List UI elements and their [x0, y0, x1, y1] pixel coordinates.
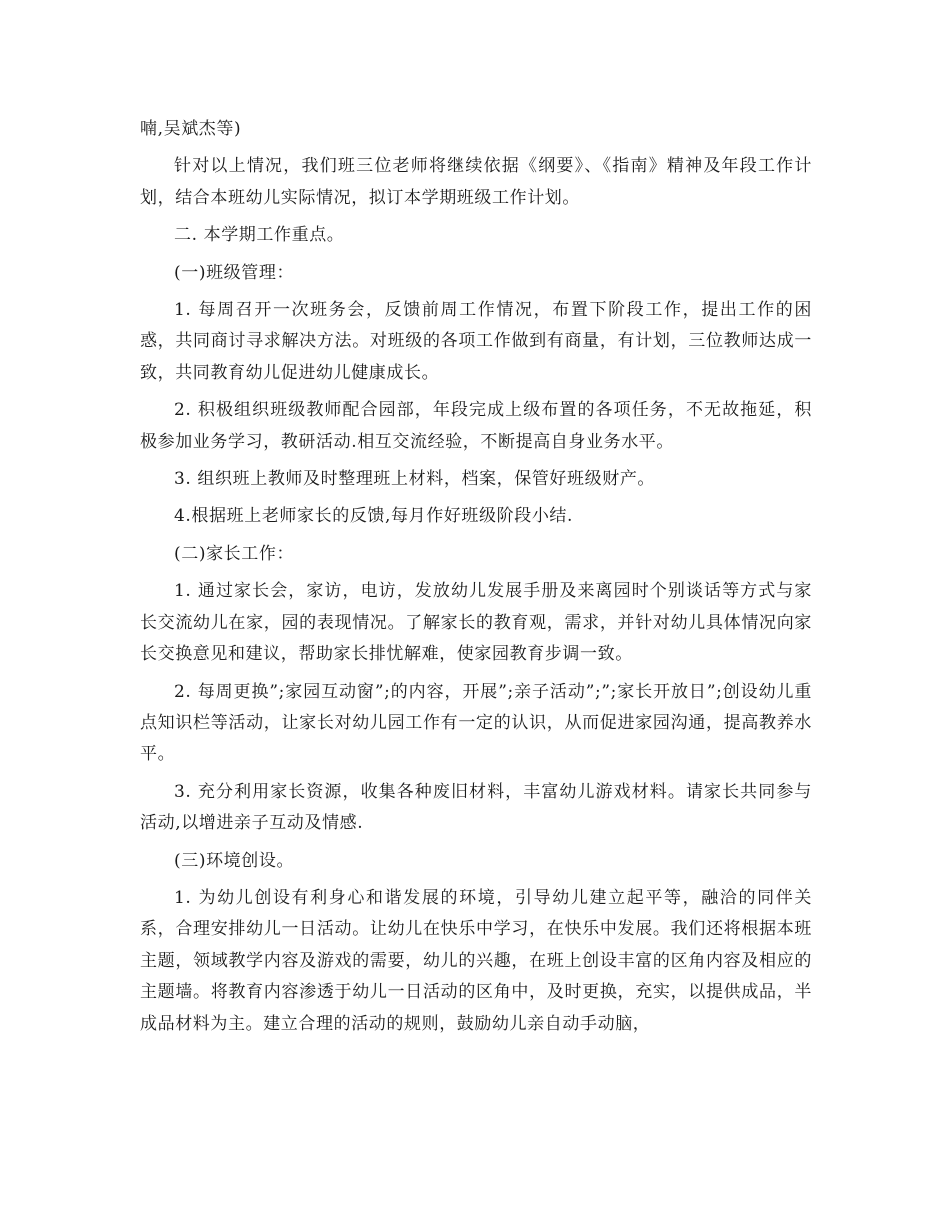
document-body [140, 114, 812, 1046]
list-item-class-3: 3. 组织班上教师及时整理班上材料，档案，保管好班级财产。 [174, 469, 656, 490]
subsection-heading-parent-work: (二)家长工作： [174, 543, 295, 564]
paragraph-0: 喃,吴斌杰等) [140, 119, 242, 139]
list-item-parent-2: 2. 每周更换”;家园互动窗”;的内容，开展”;亲子活动”;”;家长开放日”;创设幼儿重点知识栏等活动，让家长对幼儿园工作有一定的认识，从而促进家园沟通，提高教养水平。 [140, 681, 812, 765]
list-item-class-2: 2. 积极组织班级教师配合园部，年段完成上级布置的各项任务，不无故拖延，积极参加业务学习，教研活动.相互交流经验，不断提高自身业务水平。 [140, 400, 812, 452]
list-item-environment-1: 1. 为幼儿创设有利身心和谐发展的环境，引导幼儿建立起平等，融洽的同伴关系，合理安排幼儿一日活动。让幼儿在快乐中学习，在快乐中发展。我们还将根据本班主题，领域教学内容及游戏的需要，幼儿的兴趣，在班上创设丰富的区角内容及相应的主题墙。将教育内容渗透于幼儿一日活动的区角中，及时更换，充实，以提供成品，半成品材料为主。建立合理的活动的规则，鼓励幼儿亲自动手动脑， [140, 887, 812, 1034]
list-item-parent-3: 3. 充分利用家长资源，收集各种废旧材料，丰富幼儿游戏材料。请家长共同参与活动,以增进亲子互动及情感. [140, 781, 812, 834]
section-heading-2: 二. 本学期工作重点。 [174, 225, 345, 246]
subsection-heading-environment: (三)环境创设。 [174, 850, 295, 871]
list-item-class-4: 4.根据班上老师家长的反馈,每月作好班级阶段小结. [174, 506, 574, 527]
list-item-class-1: 1. 每周召开一次班务会，反馈前周工作情况，布置下阶段工作，提出工作的困惑，共同商讨寻求解决方法。对班级的各项工作做到有商量，有计划，三位教师达成一致，共同教育幼儿促进幼儿健康成长。 [140, 300, 812, 383]
subsection-heading-class-management: (一)班级管理： [174, 262, 295, 283]
paragraph-1: 针对以上情况，我们班三位老师将继续依据《纲要》、《指南》精神及年段工作计划，结合本班幼儿实际情况，拟订本学期班级工作计划。 [140, 156, 812, 208]
list-item-parent-1: 1. 通过家长会，家访，电访，发放幼儿发展手册及来离园时个别谈话等方式与家长交流幼儿在家，园的表现情况。了解家长的教育观，需求，并针对幼儿具体情况向家长交换意见和建议，帮助家长排忧解难，使家园教育步调一致。 [140, 581, 812, 665]
